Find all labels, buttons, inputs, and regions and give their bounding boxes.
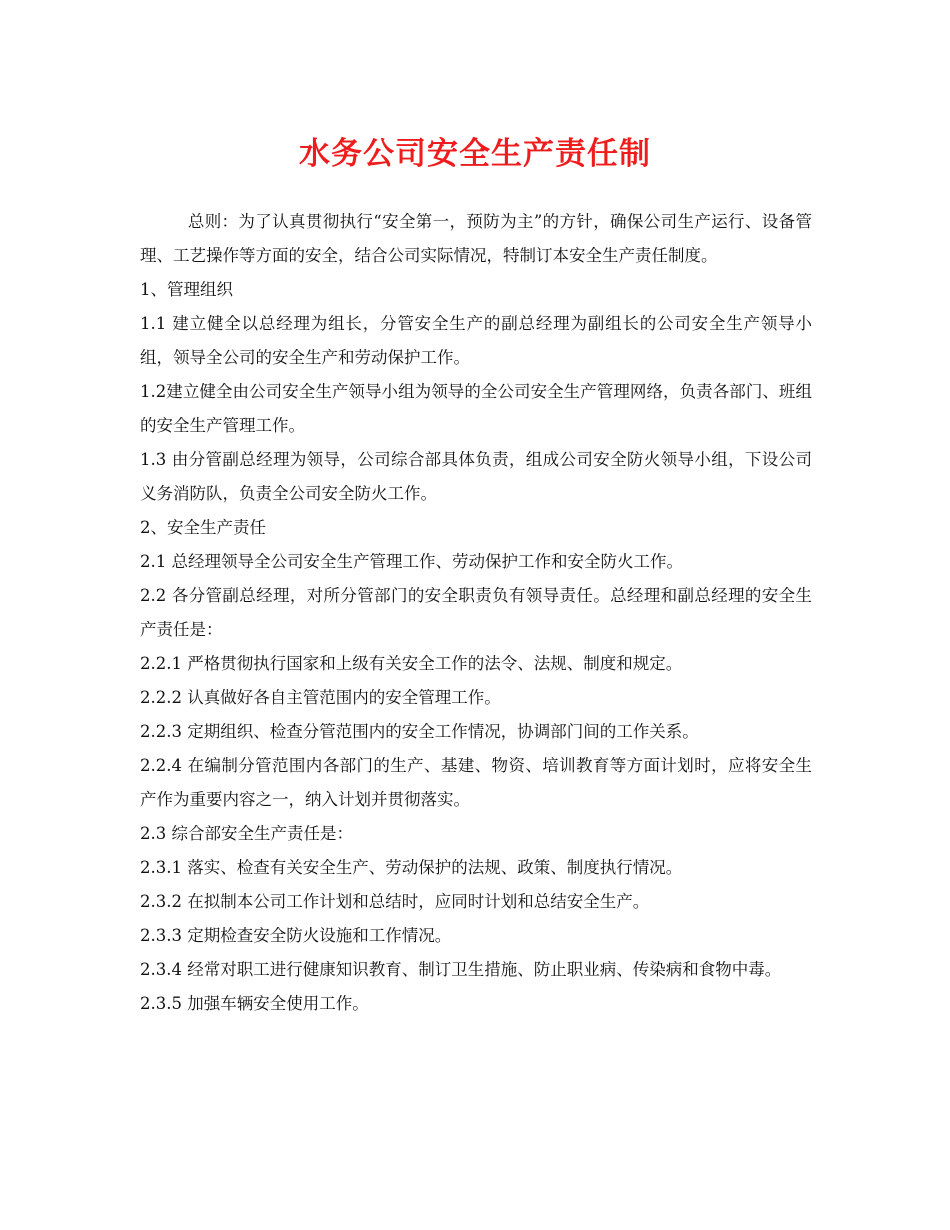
document-body <box>140 205 812 1021</box>
clause-paragraph: 1.1 建立健全以总经理为组长，分管安全生产的副总经理为副组长的公司安全生产领导小组，领导全公司的安全生产和劳动保护工作。 <box>140 314 812 367</box>
clause-paragraph: 2.2.1 严格贯彻执行国家和上级有关安全工作的法令、法规、制度和规定。 <box>140 654 683 673</box>
clause-paragraph: 2.3.3 定期检查安全防火设施和工作情况。 <box>140 926 452 945</box>
clause-paragraph: 2.2 各分管副总经理，对所分管部门的安全职责负有领导责任。总经理和副总经理的安全生产责任是： <box>140 586 812 639</box>
clause-paragraph: 1.2建立健全由公司安全生产领导小组为领导的全公司安全生产管理网络，负责各部门、班组的安全生产管理工作。 <box>140 382 812 435</box>
clause-paragraph: 2.2.2 认真做好各自主管范围内的安全管理工作。 <box>140 688 501 707</box>
clause-paragraph: 2.3 综合部安全生产责任是： <box>140 824 353 843</box>
clause-paragraph: 1.3 由分管副总经理为领导，公司综合部具体负责，组成公司安全防火领导小组，下设公司义务消防队，负责全公司安全防火工作。 <box>140 450 812 503</box>
clause-paragraph: 2.2.3 定期组织、检查分管范围内的安全工作情况，协调部门间的工作关系。 <box>140 722 699 741</box>
clause-paragraph: 2.1 总经理领导全公司安全生产管理工作、劳动保护工作和安全防火工作。 <box>140 552 683 571</box>
clause-paragraph: 2.3.1 落实、检查有关安全生产、劳动保护的法规、政策、制度执行情况。 <box>140 858 683 877</box>
clause-paragraph: 2.3.4 经常对职工进行健康知识教育、制订卫生措施、防止职业病、传染病和食物中毒。 <box>140 960 782 979</box>
section-heading: 1、管理组织 <box>140 280 233 299</box>
general-principle-paragraph: 总则：为了认真贯彻执行“安全第一，预防为主”的方针，确保公司生产运行、设备管理、工艺操作等方面的安全，结合公司实际情况，特制订本安全生产责任制度。 <box>140 212 812 265</box>
clause-paragraph: 2.2.4 在编制分管范围内各部门的生产、基建、物资、培训教育等方面计划时，应将安全生产作为重要内容之一，纳入计划并贯彻落实。 <box>140 756 812 809</box>
section-heading: 2、安全生产责任 <box>140 518 266 537</box>
clause-paragraph: 2.3.5 加强车辆安全使用工作。 <box>140 994 369 1013</box>
document-title: 水务公司安全生产责任制 <box>299 136 651 172</box>
clause-paragraph: 2.3.2 在拟制本公司工作计划和总结时，应同时计划和总结安全生产。 <box>140 892 650 911</box>
